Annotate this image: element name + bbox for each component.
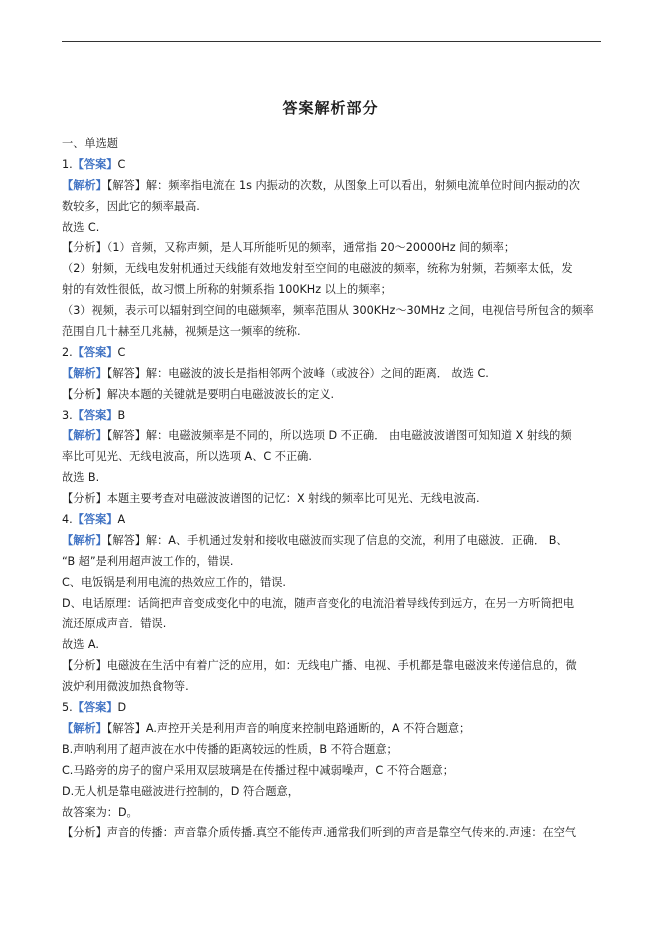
line-text: 故选 A. [62, 638, 99, 652]
line-text: 射的有效性很低，故习惯上所称的射频系指 100KHz 以上的频率； [62, 283, 392, 297]
text-line [62, 468, 603, 489]
text-line [62, 238, 603, 259]
text-line [62, 364, 603, 385]
question-number: 2. [62, 345, 73, 359]
text-line [62, 301, 603, 322]
line-text: 【解答】解：A、手机通过发射和接收电磁波而实现了信息的交流，利用了电磁波．正确． B、 [106, 533, 568, 547]
answer-tag: 【解析】 [62, 366, 107, 380]
text-line [62, 698, 603, 719]
text-line [62, 218, 603, 239]
text-line [62, 719, 603, 740]
text-line [62, 803, 603, 824]
text-line [62, 489, 603, 510]
text-line [62, 322, 603, 343]
answer-tag: 【答案】 [72, 345, 118, 359]
line-text: C [117, 157, 126, 171]
answer-tag: 【答案】 [72, 701, 118, 715]
line-text: D [117, 701, 127, 715]
line-text: 流还原成声音．错误. [62, 617, 167, 631]
text-line [62, 197, 603, 218]
line-text: 数较多，因此它的频率最高. [62, 199, 200, 213]
line-text: 【分析】声音的传播：声音靠介质传播.真空不能传声.通常我们听到的声音是靠空气传来的.声速：在空气 [62, 826, 577, 840]
question-number: 3. [62, 408, 73, 422]
answer-tag: 【答案】 [72, 513, 118, 527]
line-text: 【解答】A.声控开关是利用声音的响度来控制电路通断的，A 不符合题意； [106, 721, 471, 735]
text-line [62, 761, 603, 782]
line-text: D.无人机是靠电磁波进行控制的，D 符合题意， [62, 784, 299, 798]
line-text: 故答案为：D。 [62, 805, 138, 819]
line-text: 【分析】本题主要考查对电磁波波谱图的记忆：X 射线的频率比可见光、无线电波高. [62, 492, 480, 506]
question-number: 5. [62, 701, 73, 715]
line-text: B.声呐利用了超声波在水中传播的距离较远的性质，B 不符合题意； [62, 742, 398, 756]
text-line [62, 782, 603, 803]
answer-tag: 【解析】 [62, 429, 107, 443]
text-line [62, 176, 603, 197]
answer-lines [62, 155, 603, 844]
question-number: 4. [62, 513, 73, 527]
text-line [62, 635, 603, 656]
line-text: 【分析】电磁波在生活中有着广泛的应用，如：无线电广播、电视、手机都是靠电磁波来传递信息的，微 [62, 659, 577, 673]
line-text: （3）视频，表示可以辐射到空间的电磁频率，频率范围从 300KHz～30MHz 之间，电视信号所包含的频率 [62, 304, 594, 318]
answer-tag: 【解析】 [62, 721, 107, 735]
line-text: 率比可见光、无线电波高，所以选项 A、C 不正确. [62, 450, 312, 464]
text-line [62, 573, 603, 594]
line-text: “B 超”是利用超声波工作的，错误. [62, 554, 234, 568]
line-text: A [117, 513, 126, 527]
text-line [62, 552, 603, 573]
answer-tag: 【答案】 [72, 157, 118, 171]
text-line [62, 343, 603, 364]
line-text: 故选 B. [62, 471, 100, 485]
page-title: 答案解析部分 [282, 99, 379, 117]
line-text: C [117, 345, 126, 359]
text-line [62, 531, 603, 552]
answer-content [62, 134, 603, 844]
text-line [62, 406, 603, 427]
header-rule [62, 41, 601, 42]
line-text: 【解答】解：电磁波的波长是指相邻两个波峰（或波谷）之间的距离． 故选 C. [106, 366, 489, 380]
text-line [62, 259, 603, 280]
text-line [62, 426, 603, 447]
answer-tag: 【解析】 [62, 178, 107, 192]
text-line [62, 447, 603, 468]
text-line [62, 823, 603, 844]
text-line [62, 385, 603, 406]
text-line [62, 656, 603, 677]
line-text: 【解答】解：电磁波频率是不同的，所以选项 D 不正确． 由电磁波波谱图可知知道 X 射线的频 [106, 429, 572, 443]
answer-tag: 【解析】 [62, 533, 107, 547]
text-line [62, 677, 603, 698]
line-text: 故选 C. [62, 220, 100, 234]
line-text: B [117, 408, 126, 422]
line-text: 【分析】（1）音频，又称声频，是人耳所能听见的频率，通常指 20～20000Hz 间的频率； [62, 241, 516, 255]
line-text: 波炉利用微波加热食物等. [62, 680, 189, 694]
text-line [62, 594, 603, 615]
line-text: 【解答】解：频率指电流在 1s 内振动的次数，从图象上可以看出，射频电流单位时间内振动的次 [106, 178, 580, 192]
question-number: 1. [62, 157, 73, 171]
line-text: D、电话原理：话筒把声音变成变化中的电流，随声音变化的电流沿着导线传到远方，在另一方听筒把电 [62, 596, 575, 610]
text-line [62, 510, 603, 531]
text-line [62, 155, 603, 176]
line-text: 【分析】解决本题的关键就是要明白电磁波波长的定义. [62, 387, 335, 401]
line-text: 范围自几十赫至几兆赫，视频是这一频率的统称. [62, 325, 301, 339]
answer-tag: 【答案】 [72, 408, 118, 422]
line-text: C.马路旁的房子的窗户采用双层玻璃是在传播过程中减弱噪声，C 不符合题意； [62, 763, 454, 777]
text-line [62, 280, 603, 301]
text-line [62, 740, 603, 761]
text-line [62, 614, 603, 635]
line-text: C、电饭锅是利用电流的热效应工作的，错误. [62, 575, 286, 589]
section-heading: 一、单选题 [62, 137, 118, 150]
line-text: （2）射频，无线电发射机通过天线能有效地发射至空间的电磁波的频率，统称为射频，若频率太低，发 [62, 262, 573, 276]
